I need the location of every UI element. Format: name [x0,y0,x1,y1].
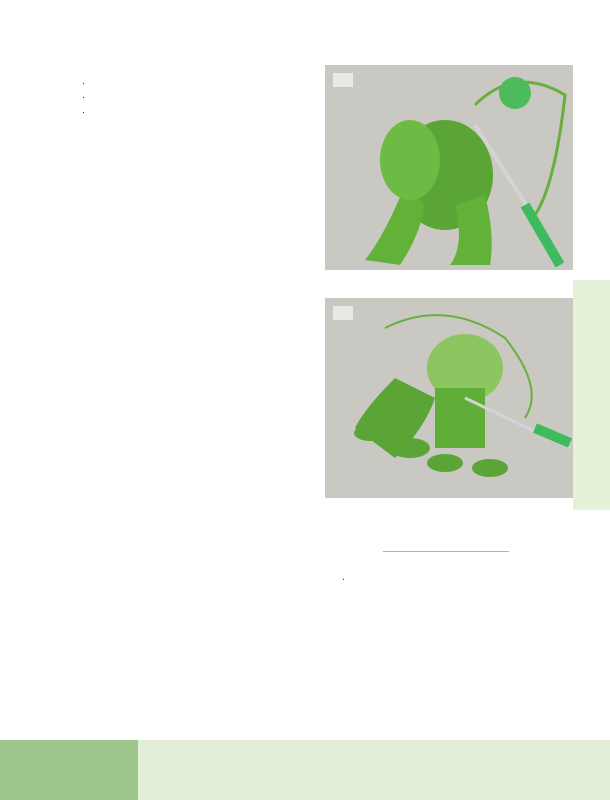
step-3 [64,75,314,118]
spacer [325,282,573,298]
side-accent-bar [573,280,610,510]
right-column [324,563,564,585]
change-thread: . [82,104,85,116]
footer-accent [0,740,138,800]
crochet-feet-photo [325,298,573,498]
row-38: . [82,90,85,102]
row-37: . [82,76,85,87]
photo-number [333,73,353,87]
photo-number [333,306,353,320]
photo-17 [325,298,573,498]
crochet-legs-photo [325,65,573,270]
left-column [64,63,314,130]
title-underline [383,551,509,552]
photo-16 [325,65,573,270]
change-thread: . [342,572,345,583]
head-step-1 [324,571,564,585]
